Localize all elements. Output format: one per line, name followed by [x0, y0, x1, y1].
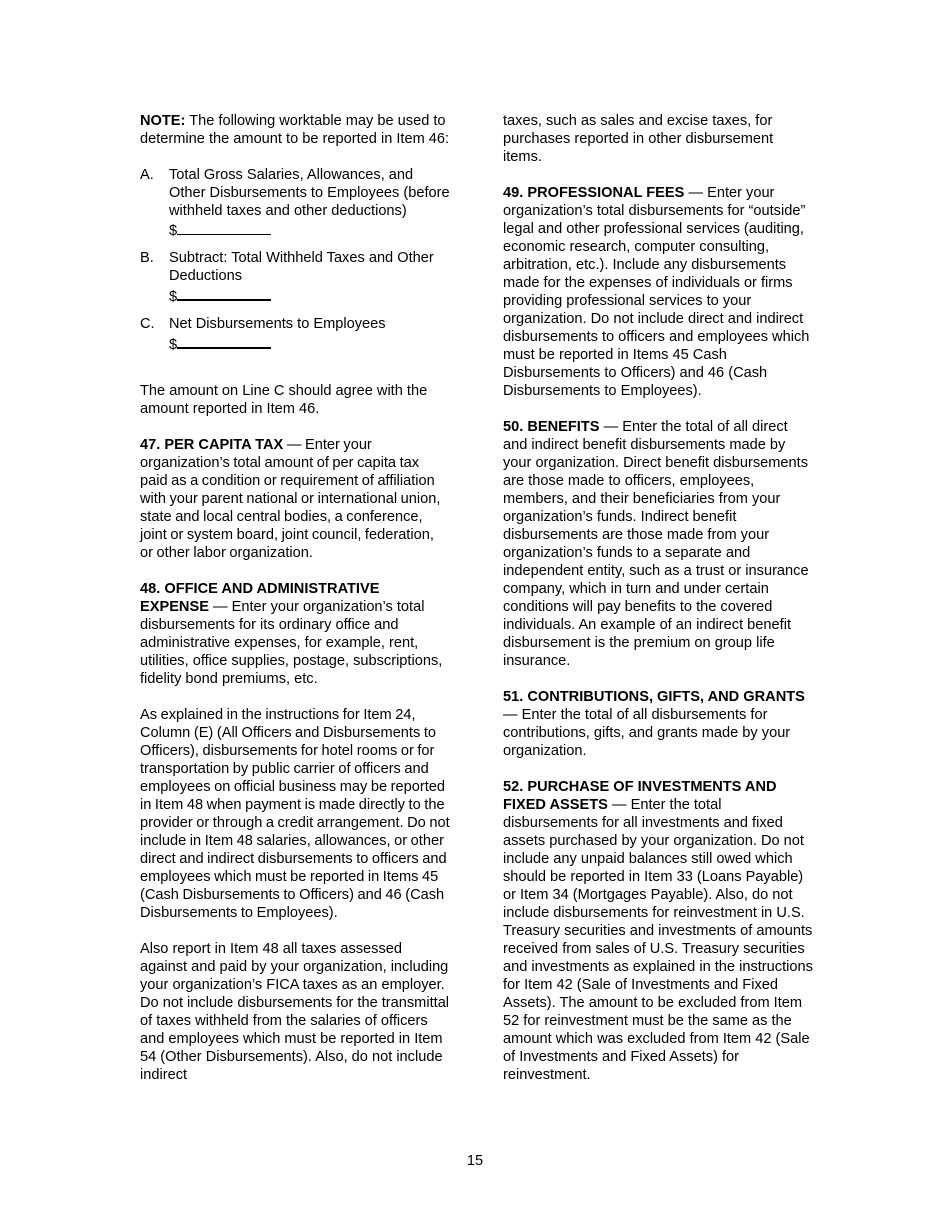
- page-number: 15: [466, 1153, 484, 1169]
- currency-sign: $: [169, 223, 178, 239]
- item-52-heading: 52. PURCHASE OF INVESTMENTS AND FIXED ASSETS: [503, 779, 777, 813]
- line-letter: B.: [140, 250, 154, 266]
- worktable-line-c: [140, 315, 450, 354]
- worktable-line-a: [140, 166, 450, 240]
- item-50: 50. BENEFITS — Enter the total of all direct and indirect benefit disbursements made by your organization. Direct benefit disbursements are those made to officers, employees, members, and their beneficiaries from your organization’s funds. Indirect benefit disbursements are those made from your organization’s funds to a separate and independent entity, such as a trust or insurance company, which in turn and under certain conditions will pay benefits to the covered individuals. An example of an indirect benefit disbursement is the premium on group life insurance.: [503, 419, 809, 669]
- continuation-text: taxes, such as sales and excise taxes, for purchases reported in other disbursement items.: [503, 113, 774, 165]
- item-50-heading: 50. BENEFITS: [503, 419, 600, 435]
- amount-blank-c: [177, 333, 271, 349]
- item-52: 52. PURCHASE OF INVESTMENTS AND FIXED ASSETS — Enter the total disbursements for all investments and fixed assets purchased by your organization. Do not include any unpaid balances still owed which should be reported in Item 33 (Loans Payable) or Item 34 (Mortgages Payable). Also, do not include disbursements for reinvestment in U.S. Treasury securities and investments of amounts received from sales of U.S. Treasury securities and investments as explained in the instructions for Item 42 (Sale of Investments and Fixed Assets). The amount to be excluded from Item 52 for reinvestment must be the same as the amount which was excluded from Item 42 (Sale of Investments and Fixed Assets) for reinvestment.: [503, 779, 813, 1083]
- item-48-paragraph-3: Also report in Item 48 all taxes assessed against and paid by your organization, including your organization’s FICA taxes as an employer. Do not include disbursements for the transmittal of taxes withheld from the salaries of officers and employees which must be reported in Item 54 (Other Disbursements). Also, do not include indirect: [140, 941, 450, 1083]
- item-51: 51. CONTRIBUTIONS, GIFTS, AND GRANTS — Enter the total of all disbursements for contributions, gifts, and grants made by your organization.: [503, 689, 805, 759]
- item-48: 48. OFFICE AND ADMINISTRATIVE EXPENSE — Enter your organization’s total disbursements for its ordinary office and administrative expenses, for example, rent, utilities, office supplies, postage, subscriptions, fidelity bond premiums, etc.: [140, 581, 443, 687]
- item-48-heading: 48. OFFICE AND ADMINISTRATIVE EXPENSE: [140, 581, 380, 615]
- right-column: [503, 112, 813, 1102]
- left-column: [140, 112, 450, 1102]
- worktable-note: NOTE: The following worktable may be used to determine the amount to be reported in Item 46:: [140, 113, 450, 147]
- currency-sign: $: [169, 337, 178, 353]
- amount-blank-a: [177, 220, 271, 235]
- line-text: Subtract: Total Withheld Taxes and Other Deductions: [169, 250, 434, 284]
- currency-sign: $: [169, 289, 178, 305]
- worktable-line-b: [140, 249, 450, 306]
- item-47: 47. PER CAPITA TAX — Enter your organization’s total amount of per capita tax paid as a condition or requirement of affiliation with your parent national or international union, state and local central bodies, a conference, joint or system board, joint council, federation, or other labor organization.: [140, 437, 441, 561]
- item-49: 49. PROFESSIONAL FEES — Enter your organization’s total disbursements for “outside” legal and other professional services (auditing, economic research, computer consulting, arbitration, etc.). Include any disbursements made for the expenses of individuals or firms providing professional services to your organization. Do not include direct and indirect disbursements to officers and employees which must be reported in Items 45 Cash Disbursements to Officers) and 46 (Cash Disbursements to Employees).: [503, 185, 810, 399]
- line-c-note: The amount on Line C should agree with the amount reported in Item 46.: [140, 383, 428, 417]
- note-label: NOTE:: [140, 113, 186, 129]
- item-48-paragraph-2: As explained in the instructions for Item 24, Column (E) (All Officers and Disbursements to Officers), disbursements for hotel rooms or for transportation by public carrier of officers and employees on official business may be reported in Item 48 when payment is made directly to the provider or through a credit arrangement. Do not include in Item 48 salaries, allowances, or other direct and indirect disbursements to officers and employees which must be reported in Items 45 (Cash Disbursements to Officers) and 46 (Cash Disbursements to Employees).: [140, 707, 450, 921]
- line-letter: C.: [140, 316, 155, 332]
- item-49-heading: 49. PROFESSIONAL FEES: [503, 185, 685, 201]
- amount-blank-b: [177, 285, 271, 301]
- line-letter: A.: [140, 167, 154, 183]
- item-51-heading: 51. CONTRIBUTIONS, GIFTS, AND GRANTS: [503, 689, 805, 705]
- worktable-list: [140, 166, 450, 354]
- item-47-heading: 47. PER CAPITA TAX: [140, 437, 284, 453]
- line-text: Total Gross Salaries, Allowances, and Other Disbursements to Employees (before withheld taxes and other deductions): [169, 167, 450, 219]
- line-text: Net Disbursements to Employees: [169, 316, 386, 332]
